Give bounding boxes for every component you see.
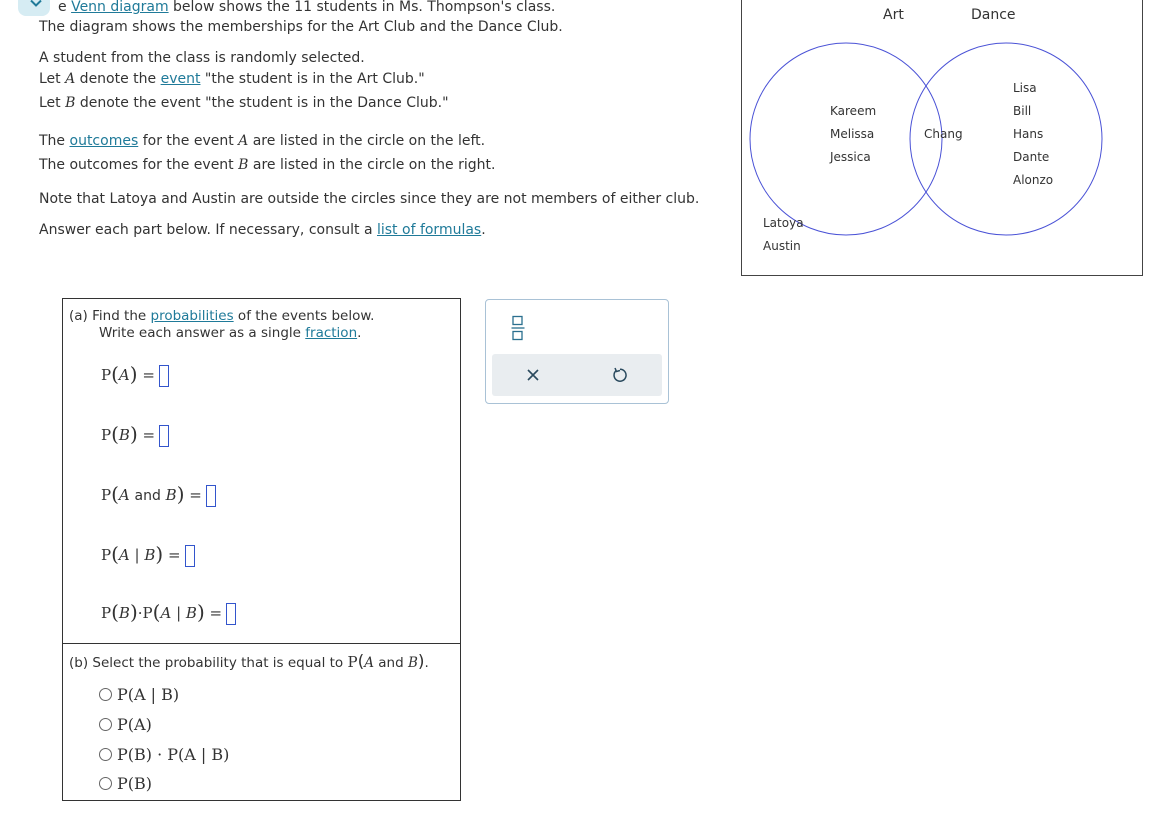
p-b-row: P(B) = (101, 423, 169, 447)
clear-button[interactable] (526, 368, 540, 386)
radio-button[interactable] (99, 777, 112, 790)
radio-button[interactable] (99, 748, 112, 761)
fraction-button[interactable] (511, 315, 525, 345)
dance-only-member: Dante (1013, 150, 1050, 164)
radio-button[interactable] (99, 718, 112, 731)
part-b-panel (62, 643, 461, 801)
outcomes-a-line: The outcomes for the event A are listed in the circle on the left. (39, 133, 486, 149)
neither-member: Austin (763, 239, 801, 253)
p-b-input[interactable] (159, 425, 169, 447)
option-p-b[interactable]: P(B) (99, 774, 152, 794)
p-b-times-p-a-given-b-row: P(B)·P(A | B) = (101, 601, 236, 625)
p-a-and-b-input[interactable] (206, 485, 216, 507)
intro-line-1: e Venn diagram below shows the 11 students in Ms. Thompson's class. (58, 0, 556, 15)
intro-line-3: A student from the class is randomly selected. (39, 50, 365, 66)
event-link[interactable]: event (160, 71, 201, 87)
outcomes-b-line: The outcomes for the event B are listed in the circle on the right. (39, 157, 496, 173)
option-p-b-times-p-a-given-b[interactable]: P(B) · P(A | B) (99, 745, 229, 765)
event-a-definition: Let A denote the event "the student is in the Art Club." (39, 71, 425, 87)
option-p-a-given-b[interactable]: P(A | B) (99, 685, 179, 705)
part-a-prompt-2: Write each answer as a single fraction. (99, 325, 362, 341)
probabilities-link[interactable]: probabilities (150, 308, 234, 324)
venn-diagram (741, 0, 1143, 276)
p-a-and-b-row: P(A and B) = (101, 483, 216, 507)
instructions-line: Answer each part below. If necessary, consult a list of formulas. (39, 222, 486, 238)
undo-icon (612, 367, 628, 383)
dance-only-member: Bill (1013, 104, 1032, 118)
dance-only-member: Hans (1013, 127, 1044, 141)
art-only-member: Jessica (830, 150, 871, 164)
outcomes-link[interactable]: outcomes (69, 133, 139, 149)
part-a-prompt: (a) Find the probabilities of the events below. (69, 308, 375, 324)
note-line: Note that Latoya and Austin are outside the circles since they are not members of either club. (39, 191, 700, 207)
event-b-definition: Let B denote the event "the student is in the Dance Club." (39, 95, 449, 111)
intro-line-2: The diagram shows the memberships for the Art Club and the Dance Club. (39, 19, 563, 35)
venn-diagram-link[interactable]: Venn diagram (71, 0, 169, 15)
fraction-icon (511, 315, 525, 341)
x-icon (526, 368, 540, 382)
collapse-toggle[interactable] (18, 0, 50, 16)
p-a-row: P(A) = (101, 363, 169, 387)
undo-button[interactable] (612, 367, 628, 387)
part-b-prompt: (b) Select the probability that is equal to P(A and B). (69, 652, 429, 672)
fraction-link[interactable]: fraction (305, 325, 358, 341)
art-only-member: Melissa (830, 127, 875, 141)
math-toolbox (485, 299, 669, 404)
part-a-panel (62, 298, 461, 644)
toolbox-actions (492, 354, 662, 396)
dance-only-member: Lisa (1013, 81, 1037, 95)
p-b-times-p-a-given-b-input[interactable] (226, 603, 236, 625)
both-member: Chang (924, 127, 963, 141)
option-p-a[interactable]: P(A) (99, 715, 152, 735)
art-circle-label: Art (883, 7, 904, 23)
neither-member: Latoya (763, 216, 804, 230)
formulas-link[interactable]: list of formulas (376, 222, 482, 238)
p-a-given-b-input[interactable] (185, 545, 195, 567)
art-only-member: Kareem (830, 104, 877, 118)
dance-only-member: Alonzo (1013, 173, 1054, 187)
dance-circle-label: Dance (971, 7, 1016, 23)
chevron-down-icon (30, 0, 42, 8)
p-a-given-b-row: P(A | B) = (101, 543, 195, 567)
p-a-input[interactable] (159, 365, 169, 387)
radio-button[interactable] (99, 688, 112, 701)
